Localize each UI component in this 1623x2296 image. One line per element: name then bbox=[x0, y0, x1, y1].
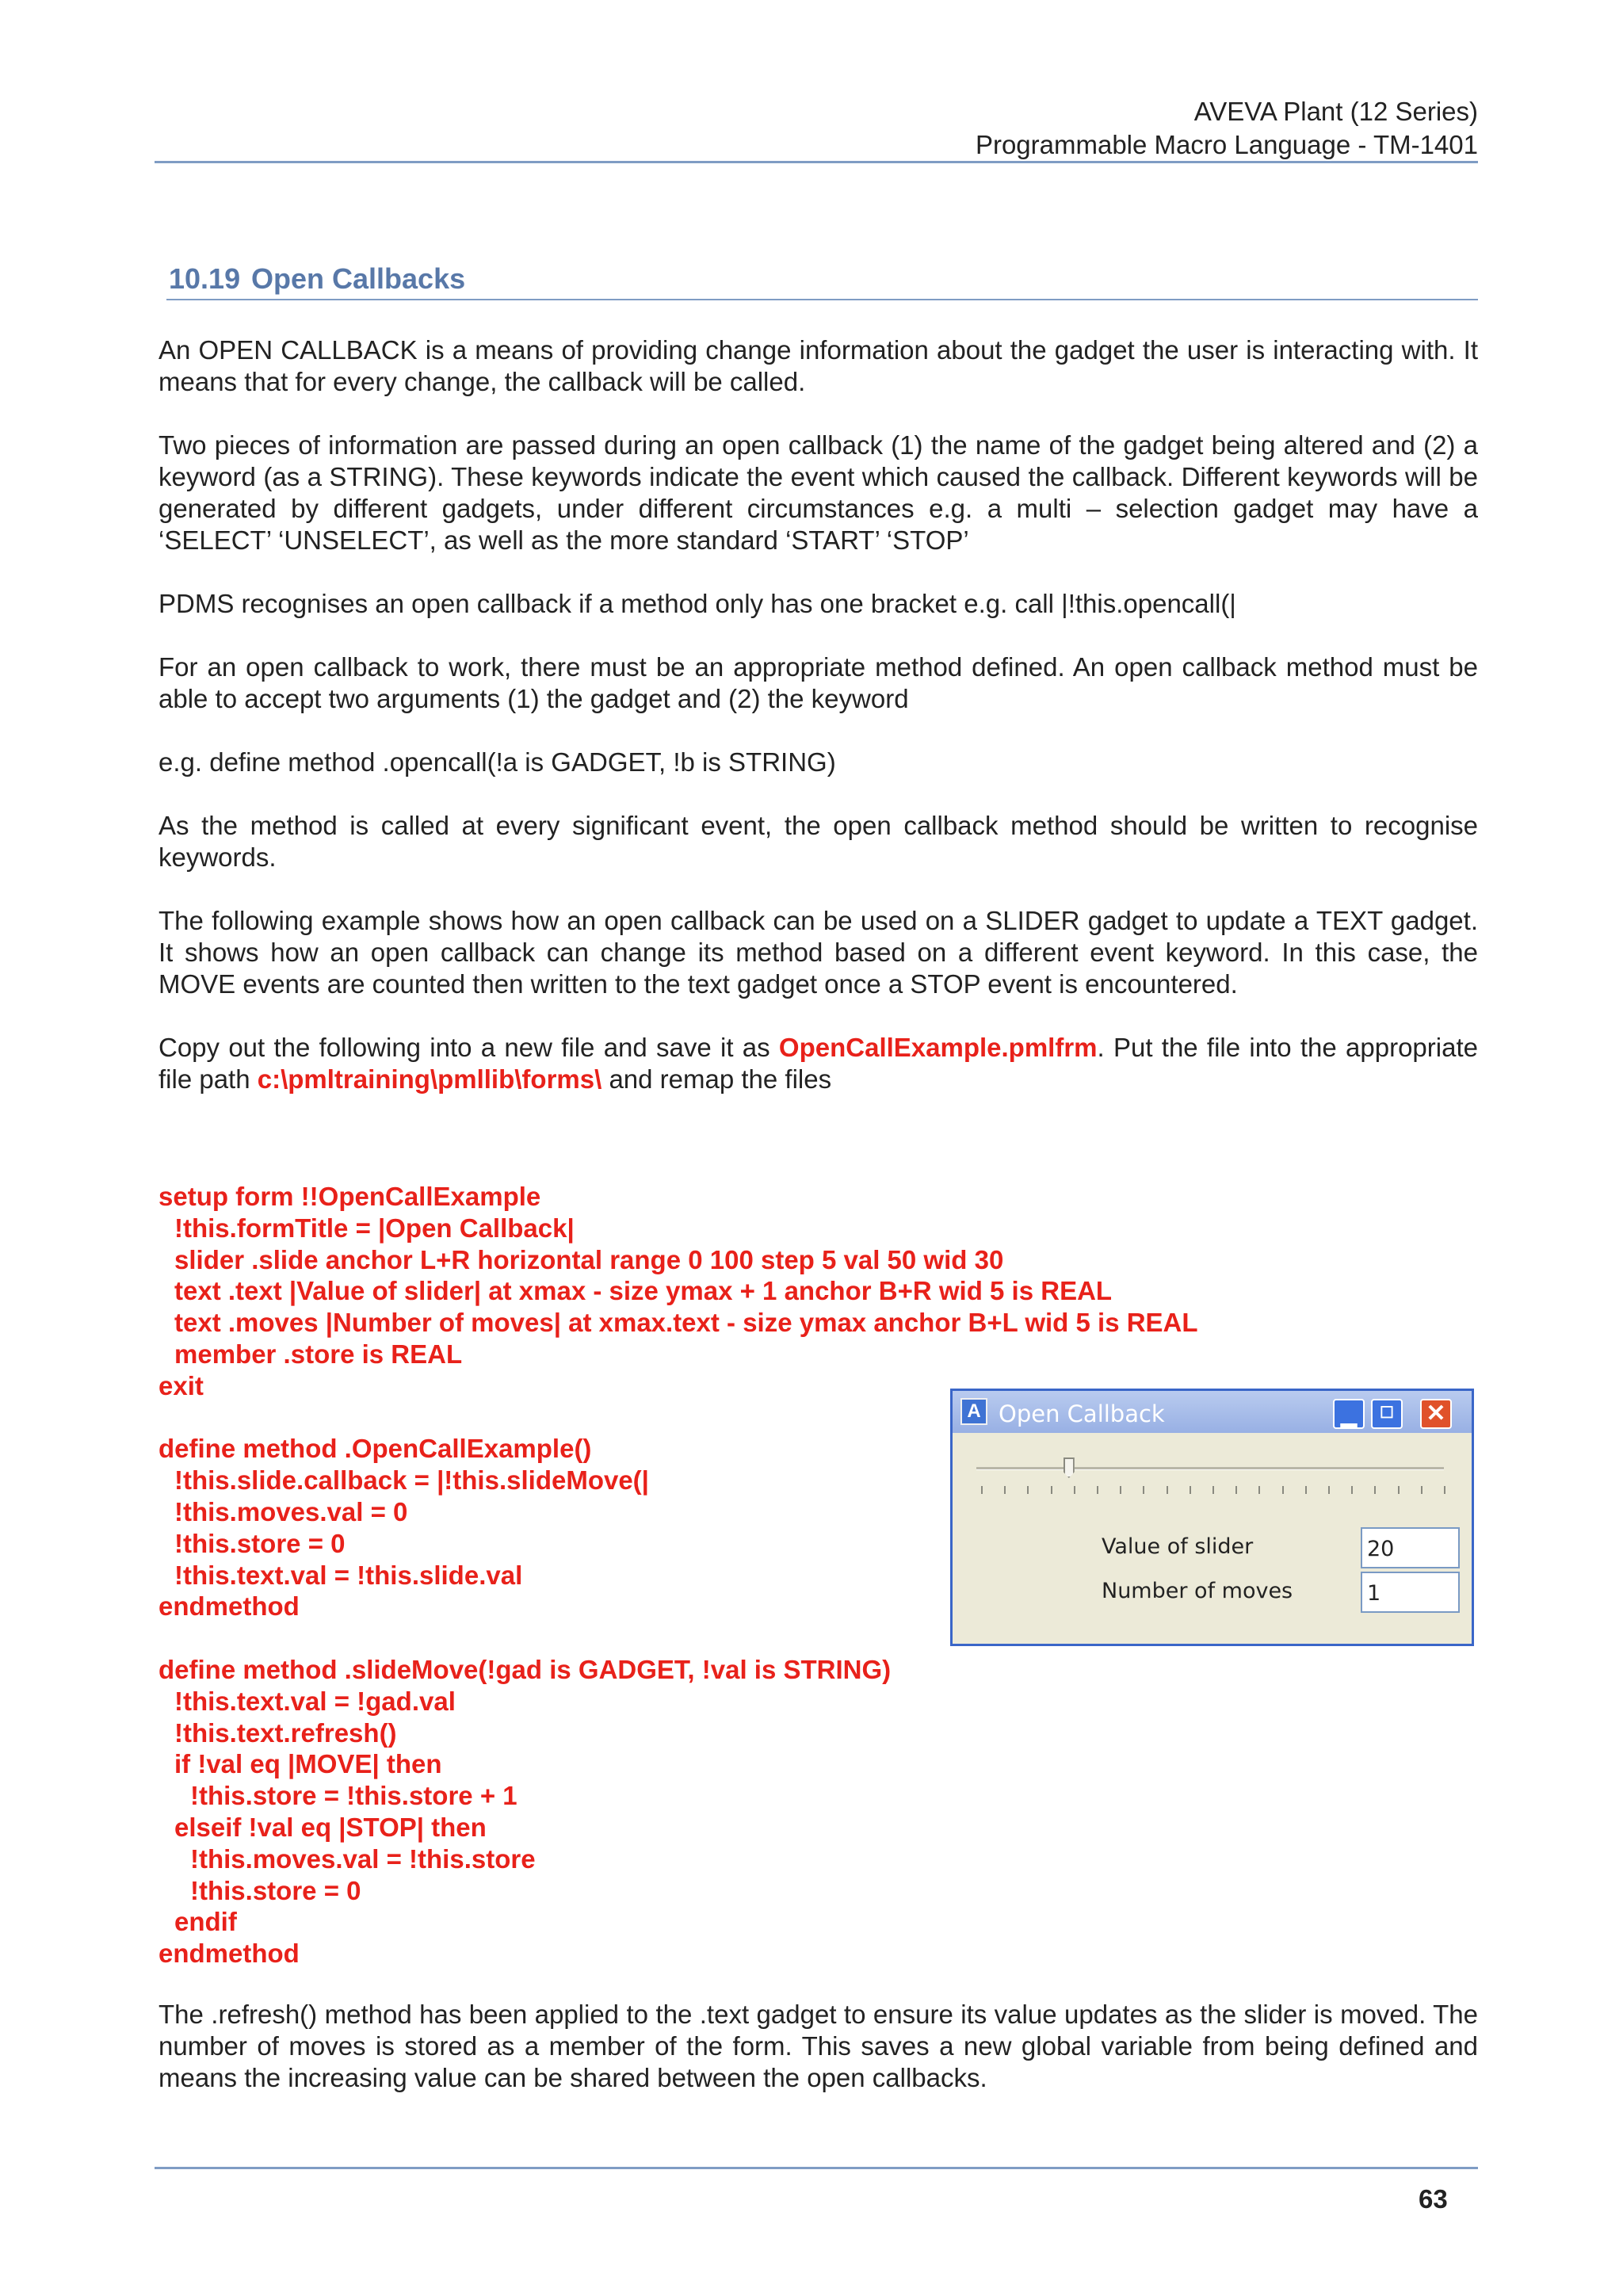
slider-tick bbox=[1004, 1486, 1006, 1494]
app-icon: A bbox=[960, 1398, 987, 1425]
page-header bbox=[155, 95, 1478, 162]
code-line: !this.text.refresh() bbox=[174, 1717, 397, 1748]
slider-tick bbox=[1444, 1486, 1445, 1494]
paragraph-8 bbox=[158, 1032, 1478, 1095]
close-button[interactable]: ✕ bbox=[1420, 1399, 1452, 1429]
slider-tick bbox=[1305, 1486, 1307, 1494]
code-line: endif bbox=[174, 1907, 237, 1937]
header-course: Programmable Macro Language - TM-1401 bbox=[975, 130, 1478, 159]
slider-tick bbox=[1328, 1486, 1330, 1494]
slider-track[interactable] bbox=[976, 1467, 1444, 1470]
slider-tick bbox=[1351, 1486, 1353, 1494]
slider-tick bbox=[1212, 1486, 1214, 1494]
code-line: !this.slide.callback = |!this.slideMove(| bbox=[174, 1465, 649, 1496]
minimize-button[interactable]: ▁ bbox=[1333, 1399, 1365, 1429]
code-line: !this.store = !this.store + 1 bbox=[190, 1781, 517, 1811]
slider-tick bbox=[1097, 1486, 1098, 1494]
slider-ticks bbox=[981, 1486, 1449, 1494]
code-line: exit bbox=[158, 1370, 204, 1400]
paragraph-2: Two pieces of information are passed during an open callback (1) the name of the gadget being altered and (2) a keyword (as a STRING). These keywords indicate the event which caused the callback. Different keywords will be generated by different gadgets, under different circumstances e.g. a multi – selection gadget may have a ‘SELECT’ ‘UNSELECT’, as well as the more standard ‘START’ ‘STOP’ bbox=[158, 430, 1478, 555]
dialog-titlebar[interactable] bbox=[953, 1391, 1472, 1433]
number-of-moves-field[interactable]: 1 bbox=[1361, 1572, 1460, 1613]
code-line: text .moves |Number of moves| at xmax.text - size ymax anchor B+L wid 5 is REAL bbox=[174, 1308, 1198, 1338]
number-of-moves-label: Number of moves bbox=[1102, 1579, 1293, 1603]
value-of-slider-field[interactable]: 20 bbox=[1361, 1527, 1460, 1568]
p8-text-b: . Put the file into the appropriate file path bbox=[158, 1033, 1478, 1094]
code-line: !this.store = 0 bbox=[174, 1528, 346, 1558]
code-line: if !val eq |MOVE| then bbox=[174, 1749, 442, 1779]
code-line: text .text |Value of slider| at xmax - size ymax + 1 anchor B+R wid 5 is REAL bbox=[174, 1276, 1113, 1306]
maximize-button[interactable]: ☐ bbox=[1371, 1399, 1403, 1429]
paragraph-3: PDMS recognises an open callback if a method only has one bracket e.g. call |!this.opencall(| bbox=[158, 589, 1236, 618]
code-line: !this.formTitle = |Open Callback| bbox=[174, 1213, 575, 1243]
code-line: slider .slide anchor L+R horizontal range 0 100 step 5 val 50 wid 30 bbox=[174, 1244, 1004, 1274]
paragraph-9: The .refresh() method has been applied to the .text gadget to ensure its value updates as the slider is moved. The number of moves is stored as a member of the form. This saves a new global variable from being defined and means the increasing value can be shared between the open callbacks. bbox=[158, 2000, 1478, 2092]
paragraph-5: e.g. define method .opencall(!a is GADGET, !b is STRING) bbox=[158, 747, 836, 777]
section-heading bbox=[169, 260, 465, 298]
paragraph-4: For an open callback to work, there must be an appropriate method defined. An open callback method must be able to accept two arguments (1) the gadget and (2) the keyword bbox=[158, 652, 1478, 713]
code-line: setup form !!OpenCallExample bbox=[158, 1182, 541, 1211]
slider-tick bbox=[981, 1486, 983, 1494]
footer-rule bbox=[155, 2167, 1478, 2169]
section-title: Open Callbacks bbox=[251, 262, 466, 295]
code-line: define method .slideMove(!gad is GADGET, !val is STRING) bbox=[158, 1654, 892, 1684]
p8-text-a: Copy out the following into a new file and save it as bbox=[158, 1033, 779, 1062]
code-line: endmethod bbox=[158, 1939, 300, 1969]
file-name: OpenCallExample.pmlfrm bbox=[778, 1033, 1098, 1062]
slider-tick bbox=[1190, 1486, 1191, 1494]
slider-tick bbox=[1167, 1486, 1168, 1494]
paragraph-7: The following example shows how an open callback can be used on a SLIDER gadget to update a TEXT gadget. It shows how an open callback can change its method based on a different event keyword. In this case, the MOVE events are counted then written to the text gadget once a STOP event is encountered. bbox=[158, 906, 1478, 999]
header-product: AVEVA Plant (12 Series) bbox=[1193, 97, 1478, 126]
slider-tick bbox=[1027, 1486, 1029, 1494]
slider-tick bbox=[1282, 1486, 1284, 1494]
open-callback-dialog bbox=[950, 1389, 1474, 1646]
code-line: !this.moves.val = !this.store bbox=[190, 1843, 536, 1874]
slider-tick bbox=[1235, 1486, 1237, 1494]
code-line: !this.store = 0 bbox=[190, 1875, 361, 1905]
slider-tick bbox=[1074, 1486, 1075, 1494]
slider-tick bbox=[1143, 1486, 1144, 1494]
slider-tick bbox=[1120, 1486, 1121, 1494]
paragraph-6: As the method is called at every significant event, the open callback method should be written to recognise keywords. bbox=[158, 811, 1478, 872]
slider-tick bbox=[1421, 1486, 1423, 1494]
slider-tick bbox=[1258, 1486, 1260, 1494]
page-number: 63 bbox=[1419, 2184, 1448, 2214]
slider-tick bbox=[1374, 1486, 1376, 1494]
header-rule bbox=[155, 161, 1478, 163]
slider-tick bbox=[1051, 1486, 1052, 1494]
code-line: elseif !val eq |STOP| then bbox=[174, 1812, 487, 1842]
code-line: !this.text.val = !this.slide.val bbox=[174, 1560, 523, 1590]
section-number: 10.19 bbox=[169, 262, 241, 295]
dialog-title: Open Callback bbox=[999, 1400, 1165, 1427]
slider-thumb[interactable] bbox=[1064, 1457, 1075, 1478]
code-line: member .store is REAL bbox=[174, 1339, 463, 1369]
paragraph-1: An OPEN CALLBACK is a means of providing change information about the gadget the user is interacting with. It means that for every change, the callback will be called. bbox=[158, 335, 1478, 396]
value-of-slider-label: Value of slider bbox=[1102, 1534, 1254, 1559]
section-rule bbox=[166, 299, 1478, 300]
code-line: endmethod bbox=[158, 1591, 300, 1622]
file-path: c:\pmltraining\pmllib\forms\ bbox=[257, 1064, 602, 1094]
code-line: define method .OpenCallExample() bbox=[158, 1434, 592, 1464]
p8-text-c: and remap the files bbox=[601, 1064, 832, 1094]
code-line: !this.moves.val = 0 bbox=[174, 1496, 408, 1526]
code-line: !this.text.val = !gad.val bbox=[174, 1686, 456, 1716]
slider-tick bbox=[1398, 1486, 1400, 1494]
